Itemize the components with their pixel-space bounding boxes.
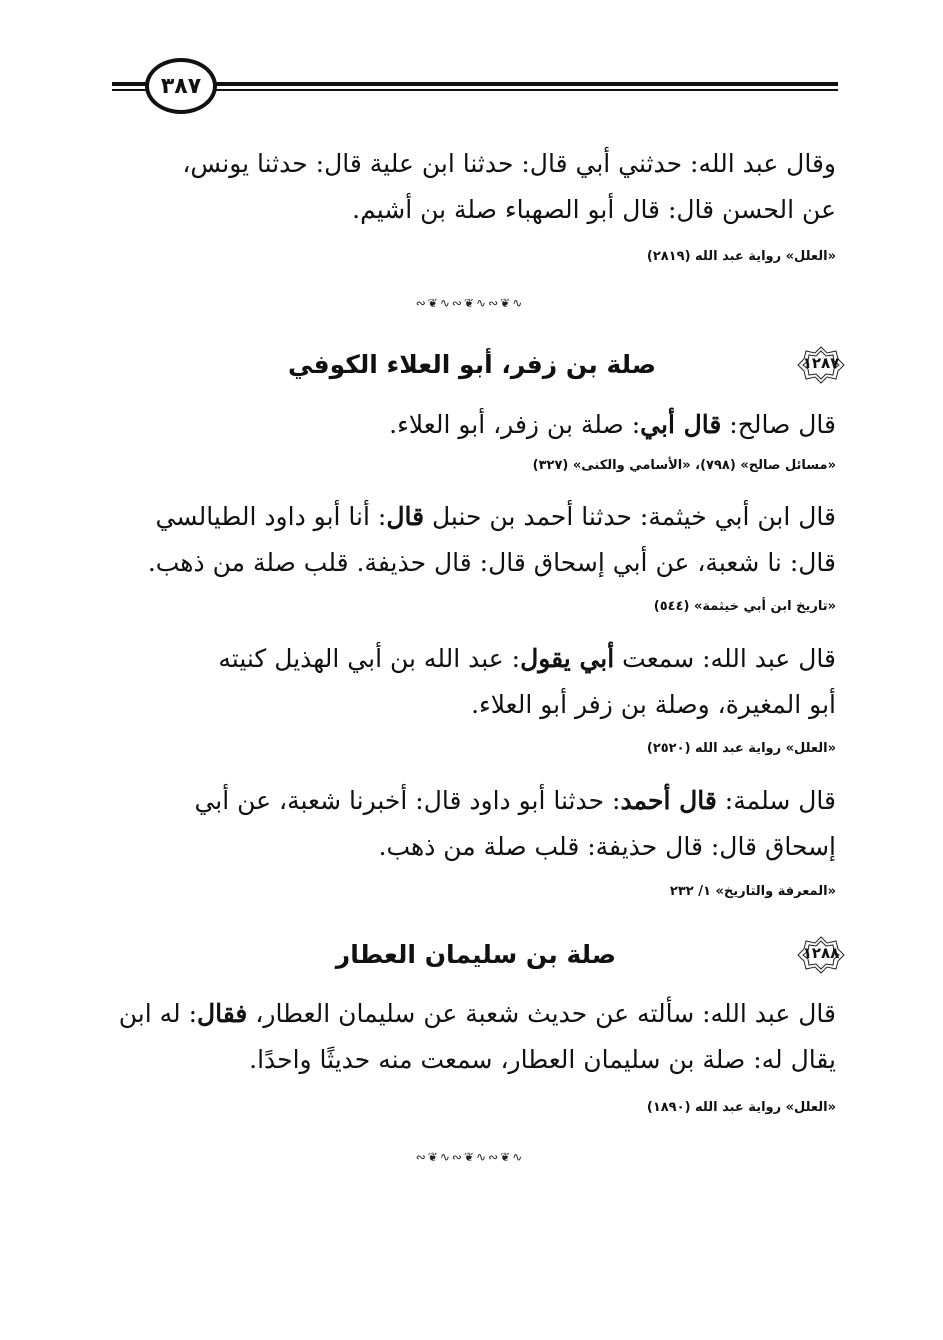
bold-phrase: فقال (197, 999, 248, 1028)
text-run: : عبد الله بن أبي الهذيل كنيته (218, 644, 521, 673)
paragraph-6-line-1 (110, 991, 836, 1037)
source-citation-6: «العلل» رواية عبد الله (١٨٩٠) (646, 1100, 836, 1115)
paragraph-3-line-1 (110, 494, 836, 540)
bold-phrase: أبي يقول (520, 644, 615, 673)
section-divider-ornament: ∾❦∿∾❦∿∾❦∿ (415, 296, 525, 310)
paragraph-3 (110, 494, 836, 586)
source-citation-3: «تاريخ ابن أبي خيثمة» (٥٤٤) (653, 599, 836, 614)
source-citation-1: «العلل» رواية عبد الله (٢٨١٩) (646, 249, 836, 264)
bold-phrase: قال أحمد (620, 786, 717, 815)
paragraph-2-line-1 (110, 402, 836, 448)
entry-number: ١٢٨٨ (802, 944, 840, 962)
entry-title: صلة بن زفر، أبو العلاء الكوفي (287, 350, 656, 379)
text-run: : أنا أبو داود الطيالسي (155, 502, 387, 531)
paragraph-1 (110, 141, 836, 233)
entry-title: صلة بن سليمان العطار (335, 940, 616, 969)
entry-heading-1288 (110, 935, 846, 979)
paragraph-5 (110, 778, 836, 870)
text-run: : صلة بن زفر، أبو العلاء. (389, 410, 641, 439)
header-rule (112, 72, 838, 102)
text-run: قال سلمة: (716, 786, 836, 815)
paragraph-5-line-1 (110, 778, 836, 824)
source-citation-2: «مسائل صالح» (٧٩٨)، «الأسامي والكنى» (٣٢٧) (532, 458, 836, 473)
source-citation-5: «المعرفة والتاريخ» ١/ ٢٣٢ (669, 884, 836, 899)
entry-number-badge (796, 345, 846, 385)
end-divider-ornament: ∾❦∿∾❦∿∾❦∿ (415, 1150, 525, 1164)
paragraph-6 (110, 991, 836, 1083)
text-run: : حدثنا أبو داود قال: أخبرنا شعبة، عن أبي (194, 786, 621, 815)
text-run: قال ابن أبي خيثمة: حدثنا أحمد بن حنبل (424, 502, 836, 531)
text-run: : له ابن (118, 999, 197, 1028)
paragraph-4-line-1 (110, 636, 836, 682)
paragraph-1-line-2: عن الحسن قال: قال أبو الصهباء صلة بن أشيم. (352, 195, 836, 224)
entry-number-badge (796, 935, 846, 975)
paragraph-1-line-1: وقال عبد الله: حدثني أبي قال: حدثنا ابن علية قال: حدثنا يونس، (182, 149, 836, 178)
entry-heading-1287 (110, 345, 846, 389)
paragraph-2 (110, 402, 836, 448)
header-rule-thin (112, 89, 838, 91)
paragraph-3-line-2: قال: نا شعبة، عن أبي إسحاق قال: قال حذيفة. قلب صلة من ذهب. (147, 548, 836, 577)
bold-phrase: قال (386, 502, 425, 531)
text-run: قال عبد الله: سألته عن حديث شعبة عن سليمان العطار، (247, 999, 836, 1028)
source-citation-4: «العلل» رواية عبد الله (٢٥٢٠) (646, 741, 836, 756)
text-run: قال عبد الله: سمعت (614, 644, 836, 673)
paragraph-6-line-2: يقال له: صلة بن سليمان العطار، سمعت منه حديثًا واحدًا. (249, 1045, 836, 1074)
paragraph-5-line-2: إسحاق قال: قال حذيفة: قلب صلة من ذهب. (378, 832, 836, 861)
entry-number: ١٢٨٧ (802, 354, 840, 372)
paragraph-4-line-2: أبو المغيرة، وصلة بن زفر أبو العلاء. (471, 690, 836, 719)
bold-phrase: قال أبي (640, 410, 722, 439)
header-rule-thick (112, 82, 838, 86)
page-number: ٣٨٧ (145, 58, 217, 114)
paragraph-4 (110, 636, 836, 728)
text-run: قال صالح: (721, 410, 836, 439)
